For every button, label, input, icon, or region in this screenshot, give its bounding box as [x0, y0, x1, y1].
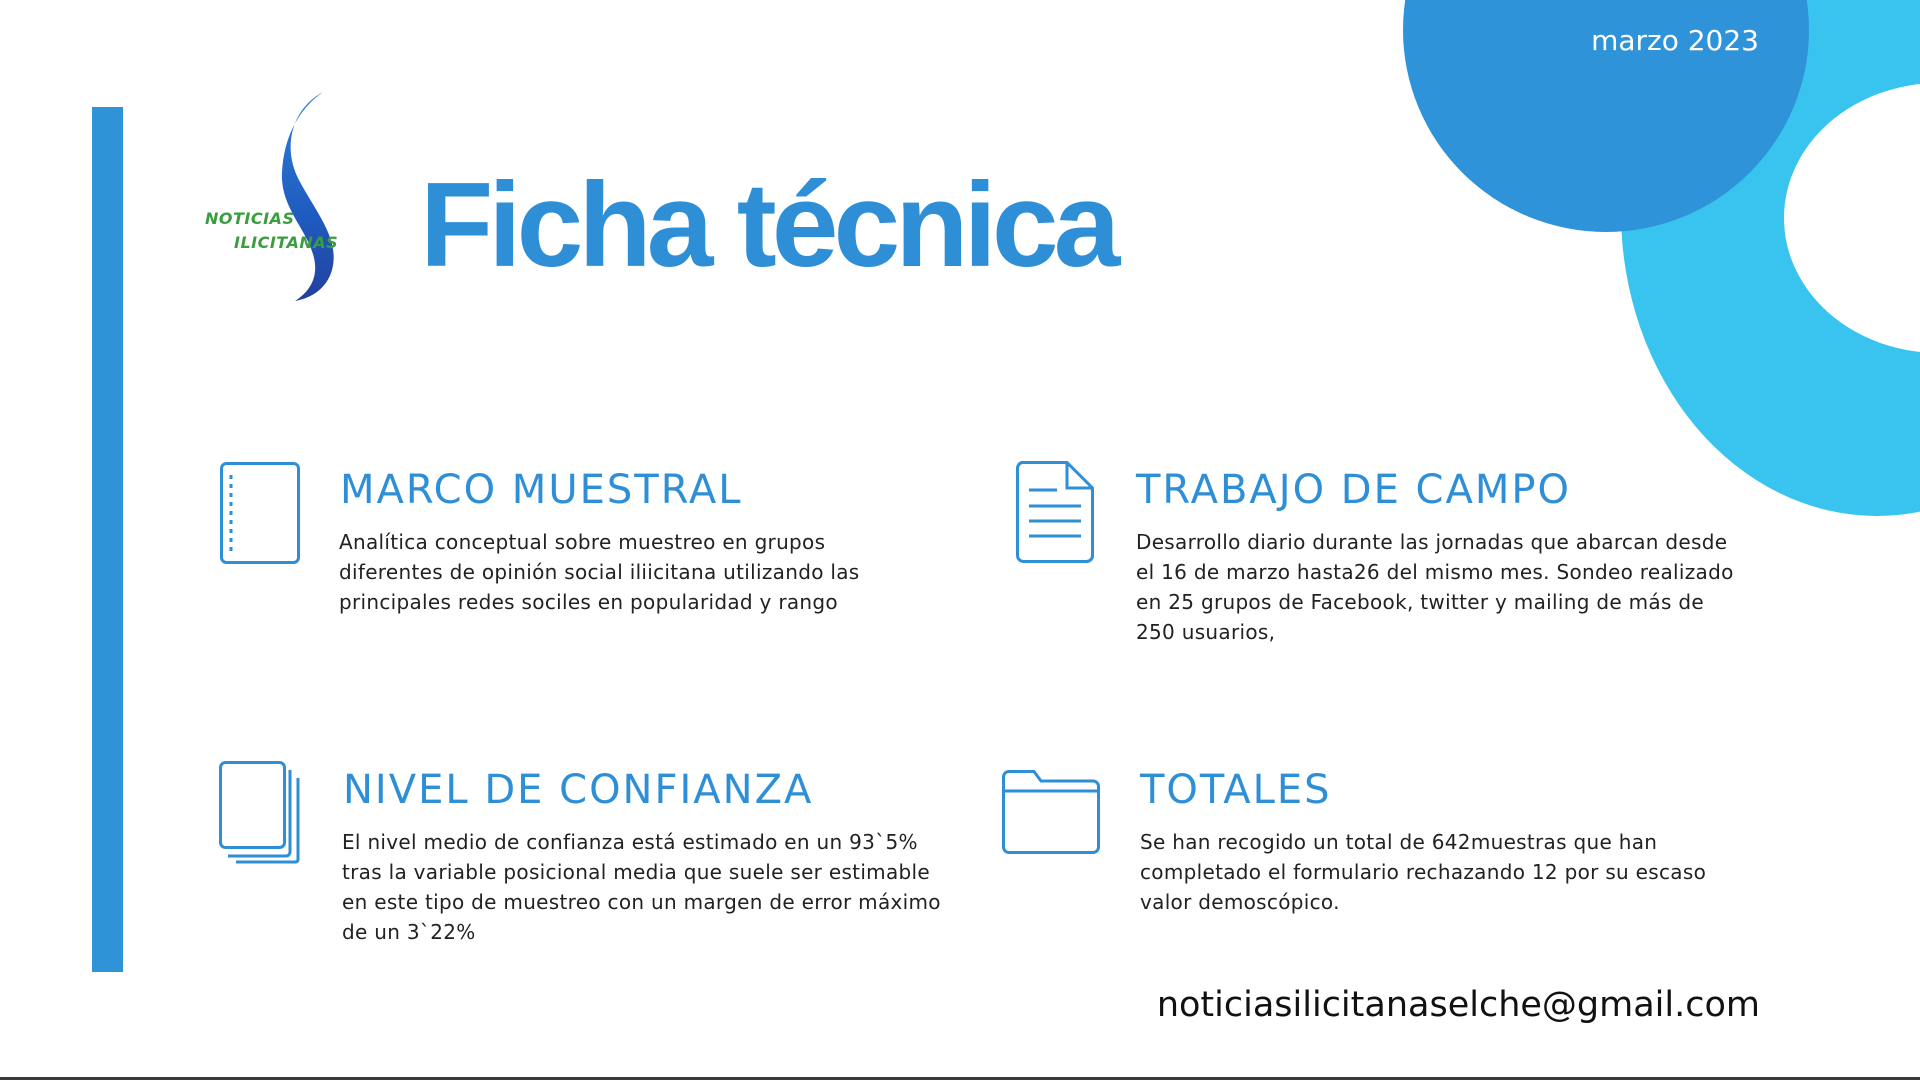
logo-text-line1: NOTICIAS [205, 209, 295, 228]
folder-icon [1001, 769, 1101, 855]
date-label: marzo 2023 [1591, 24, 1759, 57]
notebook-icon [219, 461, 301, 565]
section-heading: NIVEL DE CONFIANZA [343, 767, 814, 813]
section-body: El nivel medio de confianza está estimado en un 93`5% tras la variable posicional media que suele ser estimable en este tipo de muestreo con un margen de error máximo de un 3`22% [342, 830, 941, 944]
contact-email: noticiasilicitanaselche@gmail.com [1156, 985, 1760, 1025]
brand-logo [200, 90, 360, 305]
section-body: Desarrollo diario durante las jornadas que abarcan desde el 16 de marzo hasta26 del mismo mes. Sondeo realizado en 25 grupos de Facebook, twitter y mailing de más de 250 usuarios, [1136, 530, 1734, 644]
left-accent-bar [92, 107, 123, 972]
section-heading: TRABAJO DE CAMPO [1136, 467, 1571, 513]
copy-pages-icon [218, 760, 304, 864]
section-body: Se han recogido un total de 642muestras que han completado el formulario rechazando 12 por su escaso valor demoscópico. [1140, 830, 1707, 914]
section-heading: TOTALES [1140, 767, 1332, 813]
logo-swoosh-icon [200, 90, 360, 305]
logo-text-line2: ILICITANAS [234, 233, 339, 252]
page-title: Ficha técnica [420, 158, 1116, 292]
section-body: Analítica conceptual sobre muestreo en grupos diferentes de opinión social iliicitana utilizando las principales redes sociles en popularidad y rango [339, 530, 860, 614]
section-heading: MARCO MUESTRAL [340, 467, 743, 513]
document-icon [1015, 460, 1095, 564]
